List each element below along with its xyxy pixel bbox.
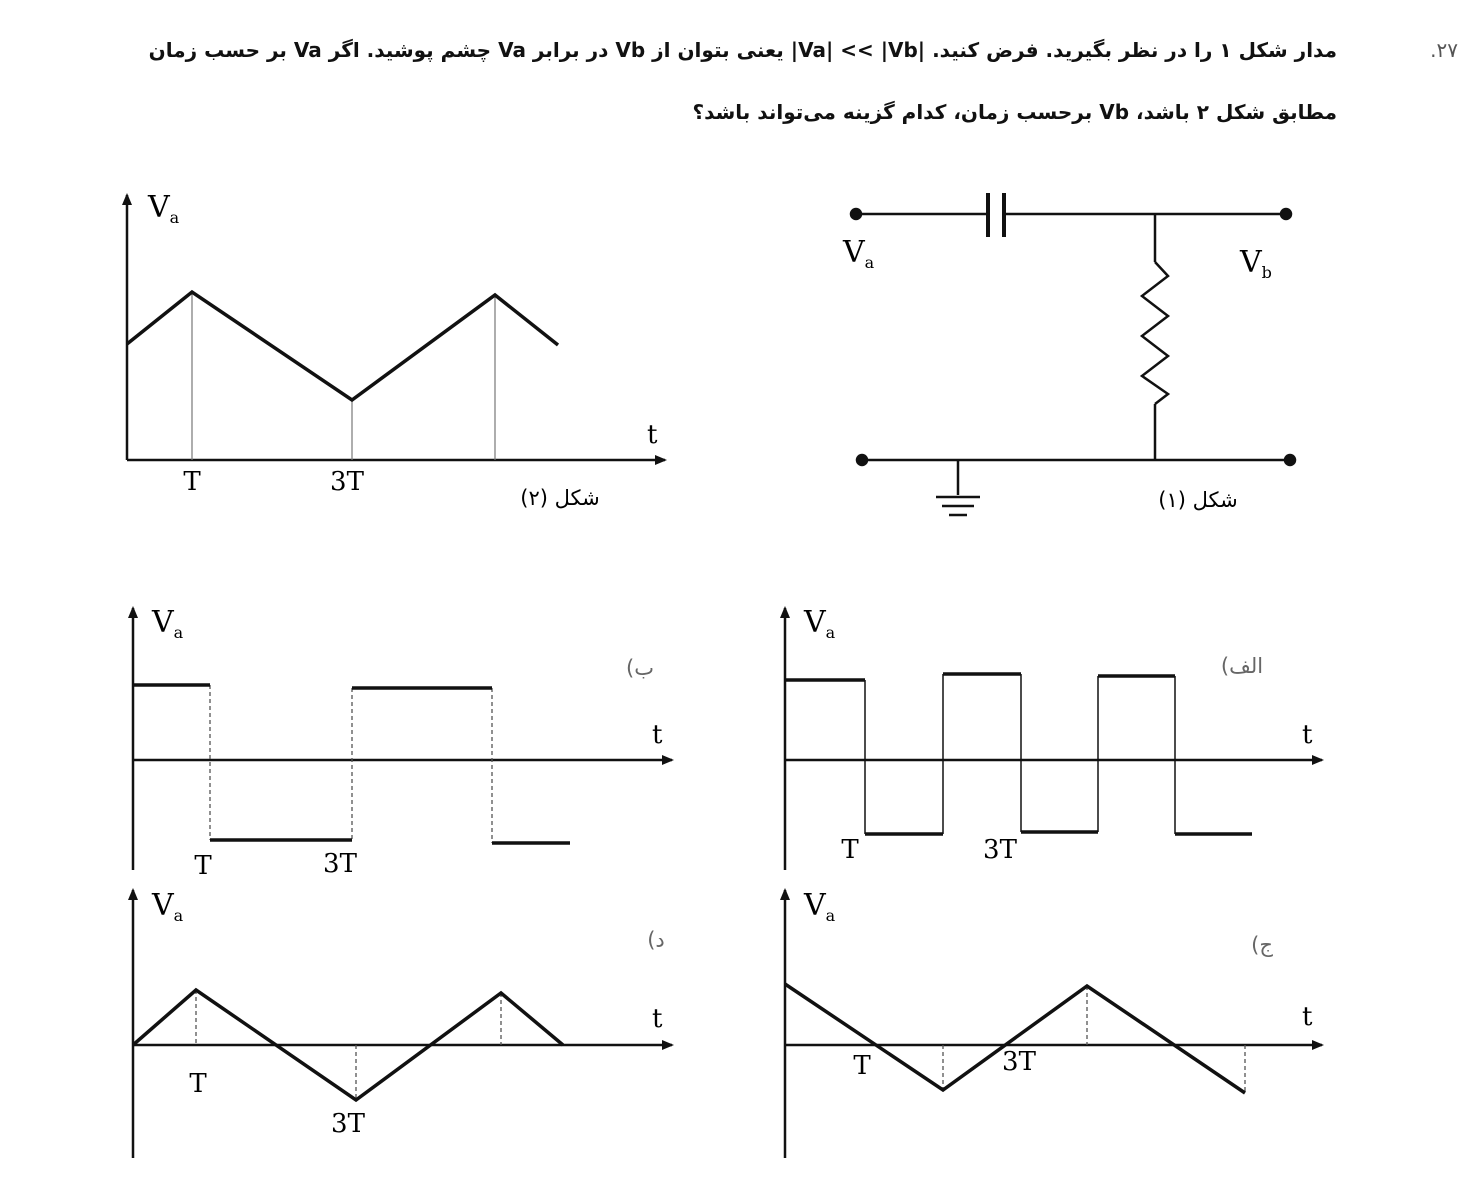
option-be-tick-T: T: [194, 851, 212, 881]
fig1-label-out: $V_b$: [1240, 245, 1272, 282]
option-alef-plot: [785, 608, 1322, 870]
option-jim-tick-T: T: [853, 1051, 871, 1081]
option-dal-plot: [133, 890, 672, 1158]
fig1-label-in: $V_a$: [843, 235, 875, 272]
option-jim-tick-3T: 3T: [1002, 1047, 1036, 1077]
terminal-out-top: [1281, 209, 1291, 219]
option-be-label[interactable]: ب): [626, 656, 654, 680]
figure1-circuit: [851, 193, 1295, 515]
fig2-caption: شکل (۲): [520, 486, 600, 510]
resistor: [1142, 262, 1168, 404]
fig1-caption: شکل (۱): [1158, 488, 1238, 512]
option-alef-ylabel: $V_a$: [804, 605, 836, 642]
option-dal-tick-3T: 3T: [331, 1109, 365, 1139]
option-dal-xlabel: t: [652, 1004, 663, 1034]
option-be-plot: [133, 608, 672, 870]
figure2-plot: [127, 195, 665, 460]
fig2-xlabel: t: [647, 420, 658, 450]
option-jim-xlabel: t: [1302, 1002, 1313, 1032]
option-alef-tick-T: T: [841, 835, 859, 865]
option-alef-label[interactable]: الف): [1220, 654, 1264, 678]
option-alef-tick-3T: 3T: [983, 835, 1017, 865]
option-alef-xlabel: t: [1302, 720, 1313, 750]
option-jim-ylabel: $V_a$: [804, 888, 836, 925]
option-dal-ylabel: $V_a$: [152, 888, 184, 925]
fig2-tick-T: T: [183, 467, 201, 497]
option-jim-label[interactable]: ج): [1251, 933, 1273, 957]
ground-icon: [936, 460, 980, 515]
option-be-ylabel: $V_a$: [152, 605, 184, 642]
fig2-ylabel: $V_a$: [148, 190, 180, 227]
question-number: ۲۷.: [1430, 38, 1458, 62]
option-dal-tick-T: T: [189, 1069, 207, 1099]
question-text-line1: مدار شکل ۱ را در نظر بگیرید. فرض کنید. |Va| << |Vb| یعنی بتوان از Vb در برابر Va چشم پوشید. اگر Va بر حسب زمان: [148, 38, 1337, 62]
fig2-tick-3T: 3T: [330, 467, 364, 497]
option-jim-plot: [785, 890, 1322, 1158]
option-be-tick-3T: 3T: [323, 849, 357, 879]
option-dal-label[interactable]: د): [647, 928, 665, 952]
question-text-line2: مطابق شکل ۲ باشد، Vb برحسب زمان، کدام گزینه می‌تواند باشد؟: [692, 100, 1337, 124]
terminal-out-bottom: [1285, 455, 1295, 465]
option-be-xlabel: t: [652, 720, 663, 750]
